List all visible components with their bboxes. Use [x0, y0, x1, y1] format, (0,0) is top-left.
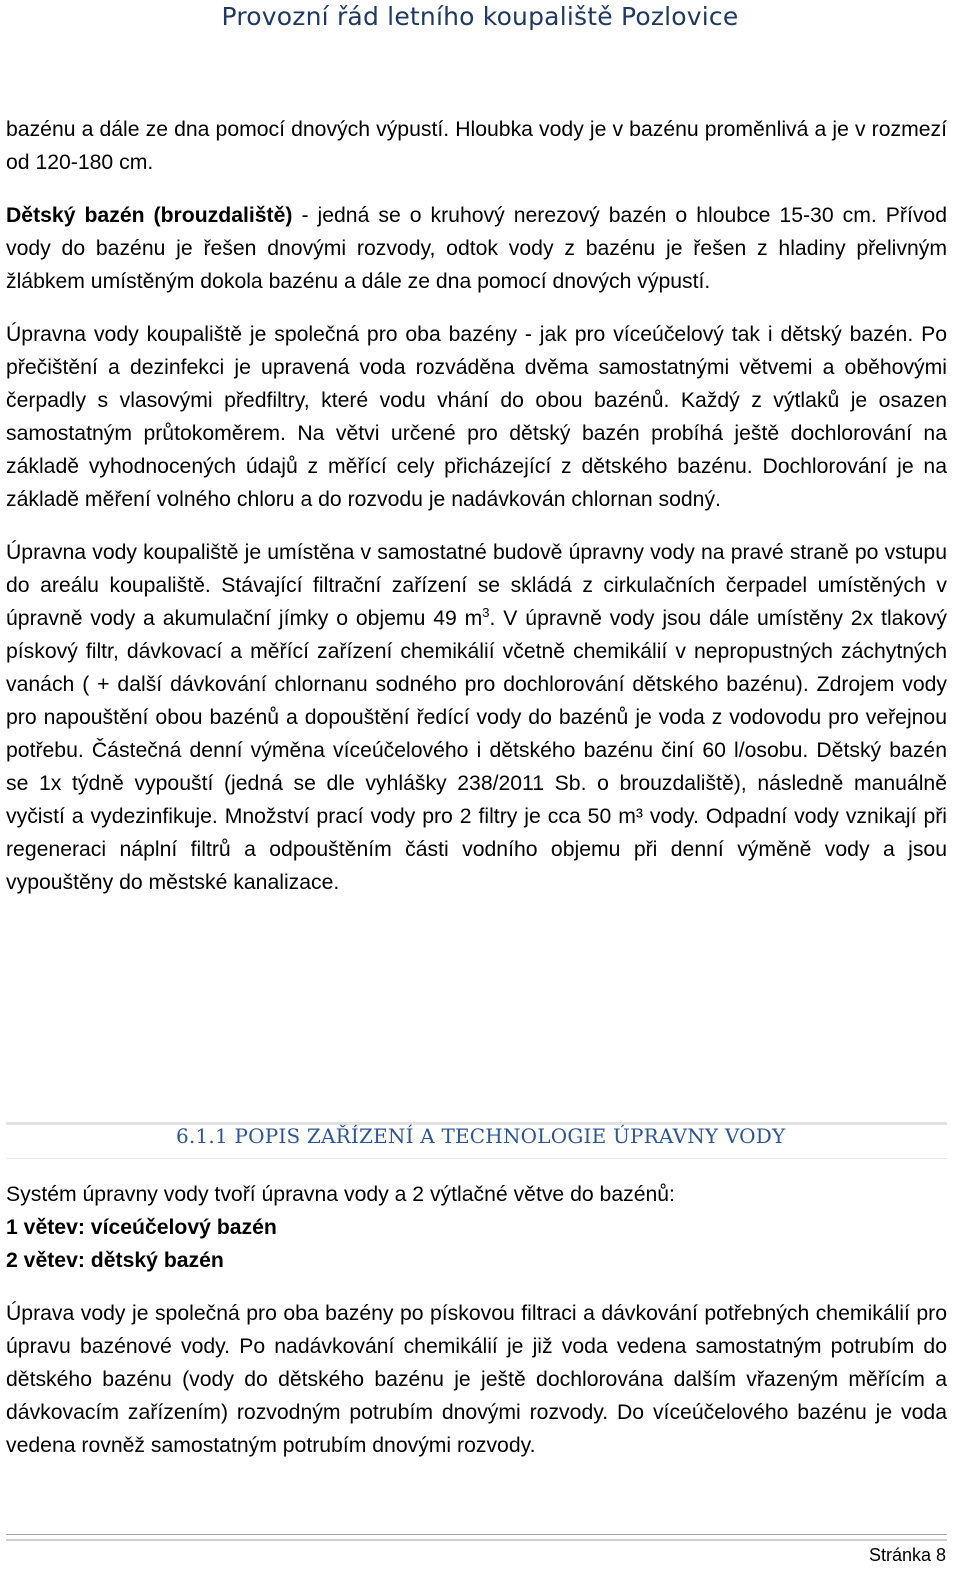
section-6-1-1 — [6, 1118, 947, 1462]
paragraph-treatment-shared: Úpravna vody koupaliště je společná pro oba bazény - jak pro víceúčelový tak i dětský bazén. Po přečištění a dezinfekci je upravená voda rozváděna dvěma samostatnými větvemi a oběhovými čerpadly s vlasovými předfiltry, které vodu vhání do obou bazénů. Každý z výtlaků je osazen samostatným průtokoměrem. Na větvi určené pro dětský bazén probíhá ještě dochlorování na základě vyhodnocených údajů z měřící cely přicházející z dětského bazénu. Dochlorování je na základě měření volného chloru a do rozvodu je nadávkován chlornan sodný. — [6, 323, 947, 511]
main-content — [6, 113, 947, 899]
kids-pool-term: Dětský bazén (brouzdaliště) — [6, 204, 293, 227]
paragraph-pool-depth: bazénu a dále ze dna pomocí dnových výpustí. Hloubka vody je v bazénu proměnlivá a je v rozmezí od 120-180 cm. — [6, 118, 947, 174]
treatment-building-text-a: Úpravna vody koupaliště je umístěna v samostatné budově úpravny vody na pravé straně po vstupu do areálu koupaliště. Stávající filtrační zařízení se skládá z cirkulačních čerpadel umístěných v úpravně vody a akumulační jímky o objemu 49 m — [6, 541, 947, 630]
section-heading-block — [6, 1118, 947, 1158]
page-header — [0, 0, 960, 44]
section-body — [6, 1178, 947, 1462]
paragraph-treatment-building — [6, 536, 947, 899]
branch-2 — [6, 1244, 947, 1277]
branch-2-label: 2 větev: dětský bazén — [6, 1249, 224, 1272]
page-number: Stránka 8 — [868, 1545, 946, 1565]
heading-rule-bottom — [6, 1158, 947, 1159]
superscript-3: 3 — [482, 604, 490, 620]
kids-pool-description: - jedná se o kruhový nerezový bazén o hloubce 15-30 cm. Přívod vody do bazénu je řešen dnovými rozvody, odtok vody z bazénu je řešen z hladiny přelivným žlábkem umístěným dokola bazénu a dále ze dna pomocí dnových výpustí. — [6, 204, 947, 293]
section-heading: 6.1.1 POPIS ZAŘÍZENÍ A TECHNOLOGIE ÚPRAVNY VODY — [176, 1124, 786, 1148]
system-intro: Systém úpravny vody tvoří úpravna vody a 2 výtlačné větve do bazénů: — [6, 1183, 675, 1206]
footer-rule — [6, 1534, 947, 1541]
branch-1 — [6, 1211, 947, 1244]
paragraph-kids-pool — [6, 199, 947, 298]
document-title: Provozní řád letního koupaliště Pozlovice — [221, 2, 739, 31]
treatment-building-text-b: . V úpravně vody jsou dále umístěny 2x tlakový pískový filtr, dávkovací a měřící zařízení chemikálií včetně chemikálií v nepropustných záchytných vanách ( + další dávkování chlornanu sodného pro dochlorování dětského bazénu). Zdrojem vody pro napouštění obou bazénů a dopouštění ředící vody do bazénů je voda z vodovodu pro veřejnou potřebu. Částečná denní výměna víceúčelového i dětského bazénu činí 60 l/osobu. Dětský bazén se 1x týdně vypouští (jedná se dle vyhlášky 238/2011 Sb. o brouzdaliště), následně manuálně vyčistí a vydezinfikuje. Množství prací vody pro 2 filtry je cca 50 m³ vody. Odpadní vody vznikají při regeneraci náplní filtrů a odpouštěním části vodního objemu při denní výměně vody a jsou vypouštěny do městské kanalizace. — [6, 607, 947, 894]
treatment-description: Úprava vody je společná pro oba bazény po pískovou filtraci a dávkování potřebných chemikálií pro úpravu bazénové vody. Po nadávkování chemikálií je již voda vedena samostatným potrubím do dětského bazénu (vody do dětského bazénu je ještě dochlorována dalším vřazeným měřícím a dávkovacím zařízením) rozvodným potrubím dnovými rozvody. Do víceúčelového bazénu je voda vedena rovněž samostatným potrubím dnovými rozvody. — [6, 1302, 947, 1457]
branch-1-label: 1 větev: víceúčelový bazén — [6, 1216, 277, 1239]
